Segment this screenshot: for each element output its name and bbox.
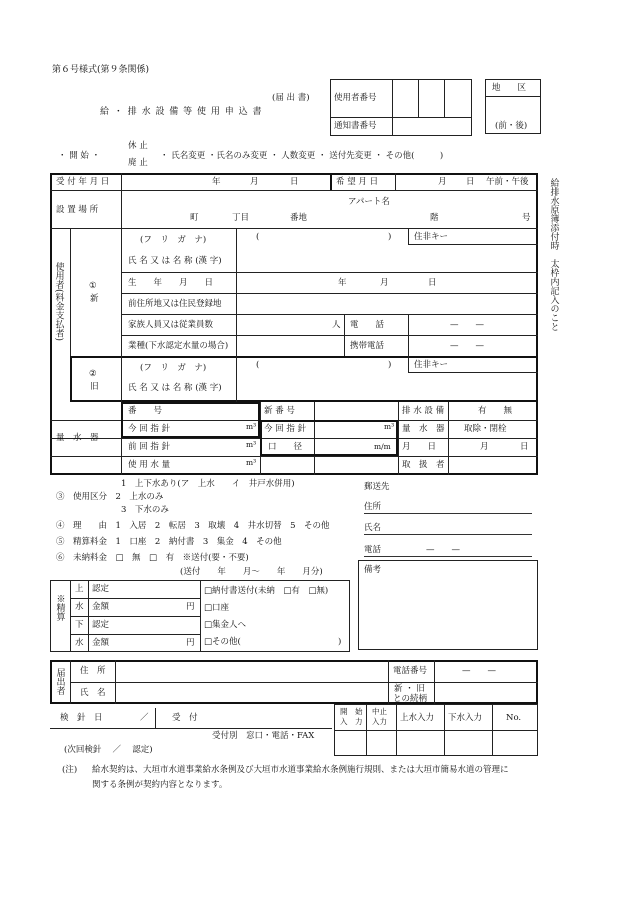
- uketsuke-hi: 日: [290, 177, 299, 187]
- todoke-label: (届 出 書): [272, 93, 310, 103]
- applicant-tel-dash: — —: [462, 666, 497, 676]
- form-number: 第６号様式(第９条関係): [52, 65, 150, 75]
- option-kyushi: 休 止: [128, 141, 148, 151]
- user-number-label: 使用者番号: [334, 93, 377, 103]
- seisan-check-3: □集金人へ: [204, 620, 247, 630]
- new-label: 新: [90, 294, 99, 304]
- seisan-label: ※精算: [54, 594, 65, 621]
- meter-ryosuiki: 量 水 器: [402, 424, 445, 434]
- mail-jusho: 住所: [364, 502, 382, 512]
- side-note: 給排水原簿添付時 太枠内記入のこと: [548, 178, 559, 331]
- uketsuke-tsuki: 月: [250, 177, 259, 187]
- chushi-2: 入力: [372, 717, 387, 726]
- usage-2: ③ 使用区分 2 上水のみ: [56, 492, 164, 502]
- kibo-hi: 日: [466, 177, 475, 187]
- seisan-ge: 下: [75, 620, 84, 630]
- meter-toriatsukai: 取 扱 者: [402, 460, 445, 470]
- seisan-nintei-2: 認定: [92, 620, 110, 630]
- district-label: 地 区: [492, 83, 527, 93]
- family-label: 家族人員又は従業員数: [128, 320, 214, 330]
- applicant-label: 届出者: [54, 668, 65, 695]
- user-vertical-label: 使用者(料金支払者): [53, 262, 64, 342]
- meter-konkai: 今 回 指 針: [128, 424, 171, 434]
- meter-koukei: 口 径: [268, 442, 303, 452]
- setchi-banchi: 番地: [290, 213, 308, 223]
- josui-input: 上水入力: [400, 713, 435, 723]
- kenshin-slash: ／: [140, 713, 149, 723]
- uketsuke-label: 受 付 年 月 日: [56, 177, 110, 187]
- keitai-dash: — —: [450, 341, 485, 351]
- setchi-chome: 丁目: [232, 213, 250, 223]
- new-jukyo-key: 住非キー: [414, 232, 449, 242]
- mail-denwa-dash: — —: [426, 545, 461, 555]
- keitai-label: 携帯電話: [350, 341, 385, 351]
- mail-denwa: 電話: [364, 545, 382, 555]
- meter-gatsu: 月: [480, 442, 489, 452]
- new-furigana-label: (フ リ ガ ナ): [140, 235, 207, 245]
- zen-go-label: (前・後): [495, 121, 528, 131]
- usage-3: 3 下水のみ: [121, 505, 169, 515]
- meter-torihazushi: 取除・閉栓: [464, 424, 507, 434]
- gozen-gogo: 午前・午後: [486, 177, 529, 187]
- seisan-jo: 上: [75, 584, 84, 594]
- old-jukyo-key: 住非キー: [414, 360, 449, 370]
- apart-label: アパート名: [348, 197, 390, 207]
- kibo-label: 希 望 月 日: [336, 177, 379, 187]
- note-line-2: 関する条例が契約内容となります。: [92, 780, 228, 790]
- applicant-jusho: 住 所: [80, 666, 106, 676]
- new-denwa-label: 電 話: [350, 320, 385, 330]
- meter-shin-bango: 新 番 号: [264, 406, 295, 416]
- setchi-go: 号: [522, 213, 531, 223]
- note-line-1: 給水契約は、大垣市水道事業給水条例及び大垣市水道事業給水条例施行規則、または大垣市簡易水道の管理に: [92, 765, 509, 775]
- seisan-nintei-1: 認定: [92, 584, 110, 594]
- meter-nichi: 日: [520, 442, 529, 452]
- option-rest: ・ 氏名変更 ・氏名のみ変更 ・ 人数変更 ・ 送付先変更 ・ その他( ): [160, 151, 444, 161]
- old-label: 旧: [90, 382, 99, 392]
- notice-number-label: 通知書番号: [334, 121, 377, 131]
- mail-title: 郵送先: [364, 482, 390, 492]
- meter-mm: m/m: [374, 442, 391, 451]
- applicant-relation-1: 新 ・ 旧: [394, 684, 425, 694]
- kibo-tsuki: 月: [438, 177, 447, 187]
- meter-umu: 有 無: [478, 406, 513, 416]
- old-paren-close: ): [388, 360, 392, 370]
- uketsuke-betsu: 受付別 窓口・電話・FAX: [212, 731, 315, 741]
- meter-shiyo: 使 用 水 量: [128, 460, 171, 470]
- seisan-sui2: 水: [75, 638, 84, 648]
- usage-seisan: ⑤ 精算料金 1 口座 2 納付書 3 集金 4 その他: [56, 537, 282, 547]
- mail-shimei: 氏名: [364, 523, 382, 533]
- birth-hi: 日: [428, 278, 437, 288]
- seisan-check-1: □納付書送付(未納 □有 □無): [204, 586, 329, 596]
- new-paren-close: ): [388, 232, 392, 242]
- seisan-en-2: 円: [186, 638, 195, 648]
- jikai-kenshin: (次回検針 ／ 認定): [64, 745, 153, 755]
- meter-bango: 番 号: [128, 406, 163, 416]
- prev-addr-label: 前住所地又は住民登録地: [128, 299, 222, 309]
- birth-tsuki: 月: [380, 278, 389, 288]
- usage-minou: ⑥ 未納料金 □ 無 □ 有 ※送付(要・不要): [56, 553, 249, 563]
- chushi-1: 中止: [372, 707, 387, 716]
- seisan-check-2: □口座: [204, 603, 230, 613]
- usage-sofu: (送付 年 月〜 年 月分): [180, 567, 323, 577]
- m3-4: m³: [384, 422, 395, 431]
- old-furigana-label: (フ リ ガ ナ): [140, 363, 207, 373]
- kenshin-label: 検 針 日: [60, 713, 103, 723]
- family-nin: 人: [332, 320, 341, 330]
- meter-gappi: 月 日: [402, 442, 437, 452]
- seisan-sui: 水: [75, 602, 84, 612]
- meter-konkai2: 今 回 指 針: [264, 424, 307, 434]
- setchi-kai: 階: [430, 213, 439, 223]
- no-label: No.: [506, 713, 522, 723]
- note-label: (注): [62, 765, 78, 775]
- applicant-shimei: 氏 名: [80, 688, 106, 698]
- meter-haisui: 排 水 設 備: [402, 406, 445, 416]
- usage-1: 1 上下水あり(ア 上水 イ 井戸水併用): [121, 479, 295, 489]
- applicant-relation-2: との続柄: [393, 694, 428, 704]
- usage-riyu: ④ 理 由 1 入居 2 転居 3 取壊 4 井水切替 5 その他: [56, 521, 330, 531]
- birth-nen: 年: [338, 278, 347, 288]
- new-denwa-dash: — —: [450, 320, 485, 330]
- m3-3: m³: [246, 458, 257, 467]
- new-paren-open: (: [256, 232, 260, 242]
- seisan-kingaku-2: 金額: [92, 638, 110, 648]
- kaishi-1: 開 始: [340, 707, 363, 716]
- meter-zenkai: 前 回 指 針: [128, 442, 171, 452]
- new-no: ①: [89, 281, 97, 291]
- seisan-check-4: □その他(: [204, 637, 241, 647]
- option-kaishi: ・ 開 始 ・: [58, 151, 101, 161]
- seisan-en-1: 円: [186, 602, 195, 612]
- biko-box: [358, 560, 538, 650]
- new-name-label: 氏 名 又 は 名 称 (漢 字): [128, 256, 222, 266]
- applicant-tel: 電話番号: [393, 666, 428, 676]
- m3-1: m³: [246, 422, 257, 431]
- kaishi-2: 入 力: [340, 717, 363, 726]
- old-name-label: 氏 名 又 は 名 称 (漢 字): [128, 383, 222, 393]
- seisan-kingaku-1: 金額: [92, 602, 110, 612]
- old-no: ②: [89, 369, 97, 379]
- gesui-input: 下水入力: [448, 713, 483, 723]
- uketsuke-bottom-label: 受 付: [172, 713, 198, 723]
- birth-label: 生 年 月 日: [128, 278, 214, 288]
- option-haishi: 廃 止: [128, 158, 148, 168]
- form-title: 給 ・ 排 水 設 備 等 使 用 申 込 書: [100, 107, 263, 117]
- setchi-label: 設 置 場 所: [56, 205, 99, 215]
- meter-label: 量 水 器: [56, 433, 99, 443]
- biko-label: 備考: [364, 565, 382, 575]
- uketsuke-nen: 年: [212, 177, 221, 187]
- m3-2: m³: [246, 440, 257, 449]
- old-paren-open: (: [256, 360, 260, 370]
- seisan-check-4-close: ): [338, 637, 342, 647]
- gyoshu-label: 業種(下水認定水量の場合): [128, 341, 229, 351]
- setchi-cho: 町: [190, 213, 199, 223]
